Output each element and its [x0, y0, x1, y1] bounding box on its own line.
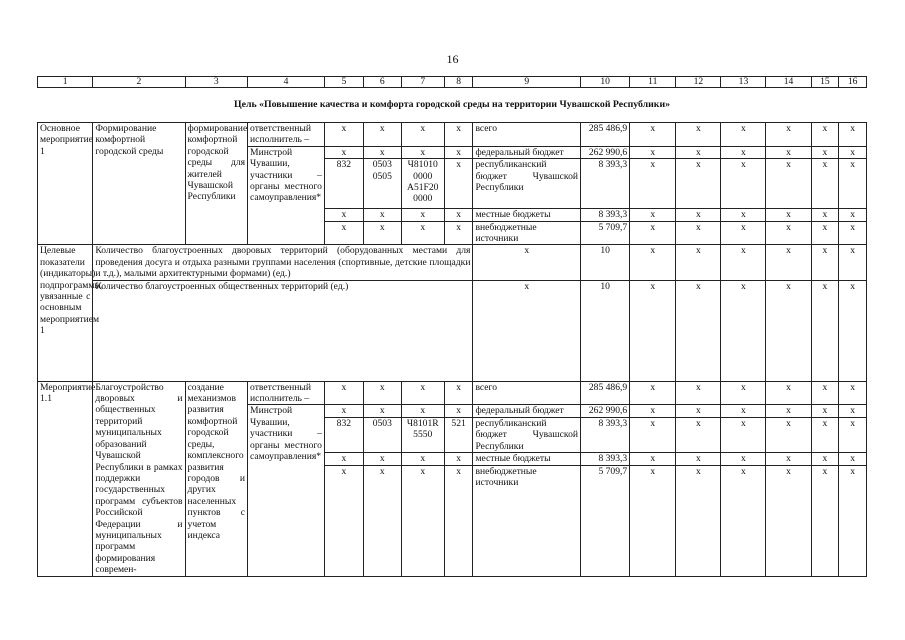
year-value: x: [676, 381, 721, 405]
year-value: x: [721, 417, 766, 452]
funding-amount: 8 393,3: [581, 417, 630, 452]
year-value: x: [811, 245, 839, 280]
column-number: 6: [363, 77, 401, 88]
funding-source: федеральный бюджет: [473, 405, 581, 417]
year-value: x: [839, 453, 867, 465]
indicator-row: [38, 245, 867, 280]
indicator-row: [38, 280, 867, 381]
year-value: x: [839, 123, 867, 147]
year-value: x: [721, 465, 766, 576]
year-value: x: [839, 159, 867, 209]
year-value: x: [630, 146, 676, 158]
year-value: x: [811, 159, 839, 209]
year-value: x: [676, 417, 721, 452]
budget-code: x: [324, 221, 363, 245]
column-number: 8: [444, 77, 473, 88]
column-number: 15: [811, 77, 839, 88]
budget-code: x: [363, 453, 401, 465]
year-value: x: [676, 465, 721, 576]
page-number: 16: [446, 52, 459, 66]
funding-source: внебюджетные источники: [473, 465, 581, 576]
year-value: x: [766, 405, 811, 417]
budget-code: x: [363, 221, 401, 245]
funding-amount: 285 486,9: [581, 381, 630, 405]
funding-source: всего: [473, 123, 581, 147]
year-value: x: [839, 405, 867, 417]
year-value: x: [811, 417, 839, 452]
year-value: x: [676, 146, 721, 158]
activity-purpose: создание механизмов развития комфортной городской среды, комплексного развития городов и других населенных пунктов с учетом индекса: [185, 381, 248, 576]
budget-code: x: [324, 146, 363, 158]
year-value: x: [766, 146, 811, 158]
year-value: x: [676, 123, 721, 147]
year-value: x: [766, 465, 811, 576]
funding-amount: 262 990,6: [581, 405, 630, 417]
year-value: x: [630, 405, 676, 417]
year-value: x: [630, 159, 676, 209]
funding-amount: 262 990,6: [581, 146, 630, 158]
budget-code: x: [401, 221, 444, 245]
participants: Минстрой Чувашии, участники – органы местного самоуправления*: [248, 405, 325, 576]
activity-purpose: формирование комфортной городской среды для жителей Чувашской Республики: [185, 123, 248, 245]
year-value: x: [630, 453, 676, 465]
year-value: x: [676, 245, 721, 280]
participants: Минстрой Чувашии, участники – органы местного самоуправления*: [248, 146, 325, 245]
year-value: x: [811, 381, 839, 405]
year-value: x: [839, 417, 867, 452]
funding-source: местные бюджеты: [473, 453, 581, 465]
funding-amount: 5 709,7: [581, 221, 630, 245]
year-value: x: [766, 221, 811, 245]
funding-row: [38, 381, 867, 405]
year-value: x: [811, 465, 839, 576]
year-value: x: [721, 123, 766, 147]
indicators-label: Целевые показатели (индикаторы) подпрограммы, увязанные с основным мероприятием 1: [38, 245, 93, 381]
year-value: x: [721, 405, 766, 417]
year-value: x: [766, 209, 811, 221]
year-value: x: [839, 280, 867, 381]
budget-code: Ч81010 0000 A51F20 0000: [401, 159, 444, 209]
year-value: x: [630, 465, 676, 576]
column-number: 12: [676, 77, 721, 88]
budget-code: x: [401, 381, 444, 405]
year-value: x: [811, 280, 839, 381]
year-value: x: [839, 146, 867, 158]
budget-code: x: [401, 123, 444, 147]
funding-source: республиканский бюджет Чувашской Республики: [473, 417, 581, 452]
budget-code: x: [363, 209, 401, 221]
indicator-value: 10: [581, 245, 630, 280]
year-value: x: [811, 123, 839, 147]
budget-code: x: [363, 465, 401, 576]
year-value: x: [811, 209, 839, 221]
year-value: x: [676, 280, 721, 381]
funding-source: республиканский бюджет Чувашской Республики: [473, 159, 581, 209]
year-value: x: [811, 453, 839, 465]
year-value: x: [839, 245, 867, 280]
year-value: x: [721, 146, 766, 158]
budget-code: x: [363, 123, 401, 147]
year-value: x: [766, 159, 811, 209]
activity-name: Благоустройство дворовых и общественных территорий муниципальных образований Чувашской Республики в рамках поддержки государственных программ субъектов Российской Федерации и муниципальных программ формирования современ-: [93, 381, 185, 576]
activity-label: Мероприятие 1.1: [38, 381, 93, 576]
year-value: x: [676, 209, 721, 221]
column-number: 3: [185, 77, 248, 88]
budget-code: x: [444, 381, 473, 405]
year-value: x: [839, 465, 867, 576]
funding-row: [38, 123, 867, 147]
year-value: x: [839, 381, 867, 405]
budget-code: x: [444, 123, 473, 147]
year-value: x: [766, 453, 811, 465]
budget-code: x: [444, 209, 473, 221]
budget-code: x: [324, 453, 363, 465]
year-value: x: [839, 209, 867, 221]
year-value: x: [811, 405, 839, 417]
funding-amount: 8 393,3: [581, 209, 630, 221]
year-value: x: [630, 245, 676, 280]
year-value: x: [766, 381, 811, 405]
activity-label: Основное мероприятие 1: [38, 123, 93, 245]
year-value: x: [839, 221, 867, 245]
budget-code: x: [401, 465, 444, 576]
year-value: x: [766, 245, 811, 280]
budget-code: 521: [444, 417, 473, 452]
funding-amount: 8 393,3: [581, 453, 630, 465]
year-value: x: [721, 453, 766, 465]
year-value: x: [676, 221, 721, 245]
program-table: [37, 76, 867, 577]
year-value: x: [721, 209, 766, 221]
budget-code: x: [324, 381, 363, 405]
column-number: 10: [581, 77, 630, 88]
indicator-code: x: [473, 245, 581, 280]
year-value: x: [721, 221, 766, 245]
year-value: x: [630, 123, 676, 147]
funding-amount: 5 709,7: [581, 465, 630, 576]
column-number: 13: [721, 77, 766, 88]
column-number: 2: [93, 77, 185, 88]
year-value: x: [630, 209, 676, 221]
year-value: x: [811, 221, 839, 245]
activity-name: Формирование комфортной городской среды: [93, 123, 185, 245]
budget-code: x: [363, 405, 401, 417]
indicator-name: Количество благоустроенных общественных территорий (ед.): [93, 280, 473, 381]
budget-code: x: [324, 465, 363, 576]
indicator-code: x: [473, 280, 581, 381]
budget-code: x: [324, 209, 363, 221]
budget-code: 832: [324, 417, 363, 452]
column-number: 5: [324, 77, 363, 88]
funding-amount: 8 393,3: [581, 159, 630, 209]
budget-code: 0503 0505: [363, 159, 401, 209]
year-value: x: [676, 159, 721, 209]
budget-code: 0503: [363, 417, 401, 452]
budget-code: x: [444, 405, 473, 417]
budget-code: Ч8101R 5550: [401, 417, 444, 452]
year-value: x: [766, 417, 811, 452]
funding-amount: 285 486,9: [581, 123, 630, 147]
year-value: x: [676, 405, 721, 417]
budget-code: x: [363, 381, 401, 405]
budget-code: x: [324, 123, 363, 147]
goal-title: Цель «Повышение качества и комфорта городской среды на территории Чувашской Республики»: [38, 88, 867, 123]
year-value: x: [721, 245, 766, 280]
column-number: 7: [401, 77, 444, 88]
year-value: x: [630, 417, 676, 452]
year-value: x: [676, 453, 721, 465]
budget-code: x: [401, 146, 444, 158]
column-number: 9: [473, 77, 581, 88]
column-number: 14: [766, 77, 811, 88]
column-number: 1: [38, 77, 93, 88]
budget-code: x: [401, 209, 444, 221]
budget-code: x: [444, 146, 473, 158]
indicator-name: Количество благоустроенных дворовых территорий (оборудованных местами для проведения досуга и отдыха разными группами населения (спортивные, детские площадки и т.д.), малыми архитектурными формами) (ед.): [93, 245, 473, 280]
budget-code: x: [324, 405, 363, 417]
year-value: x: [721, 381, 766, 405]
year-value: x: [766, 123, 811, 147]
year-value: x: [721, 280, 766, 381]
responsible-executor: ответственный исполнитель –: [248, 123, 325, 147]
funding-source: всего: [473, 381, 581, 405]
column-number-row: [38, 77, 867, 88]
funding-source: внебюджетные источники: [473, 221, 581, 245]
budget-code: x: [401, 453, 444, 465]
year-value: x: [811, 146, 839, 158]
responsible-executor: ответственный исполнитель –: [248, 381, 325, 405]
budget-code: 832: [324, 159, 363, 209]
budget-code: x: [363, 146, 401, 158]
column-number: 4: [248, 77, 325, 88]
budget-code: x: [444, 465, 473, 576]
column-number: 11: [630, 77, 676, 88]
goal-row: [38, 88, 867, 123]
year-value: x: [766, 280, 811, 381]
year-value: x: [630, 381, 676, 405]
funding-source: местные бюджеты: [473, 209, 581, 221]
budget-code: x: [444, 453, 473, 465]
budget-code: x: [444, 159, 473, 209]
budget-code: x: [444, 221, 473, 245]
budget-code: x: [401, 405, 444, 417]
year-value: x: [721, 159, 766, 209]
indicator-value: 10: [581, 280, 630, 381]
column-number: 16: [839, 77, 867, 88]
year-value: x: [630, 280, 676, 381]
funding-source: федеральный бюджет: [473, 146, 581, 158]
year-value: x: [630, 221, 676, 245]
